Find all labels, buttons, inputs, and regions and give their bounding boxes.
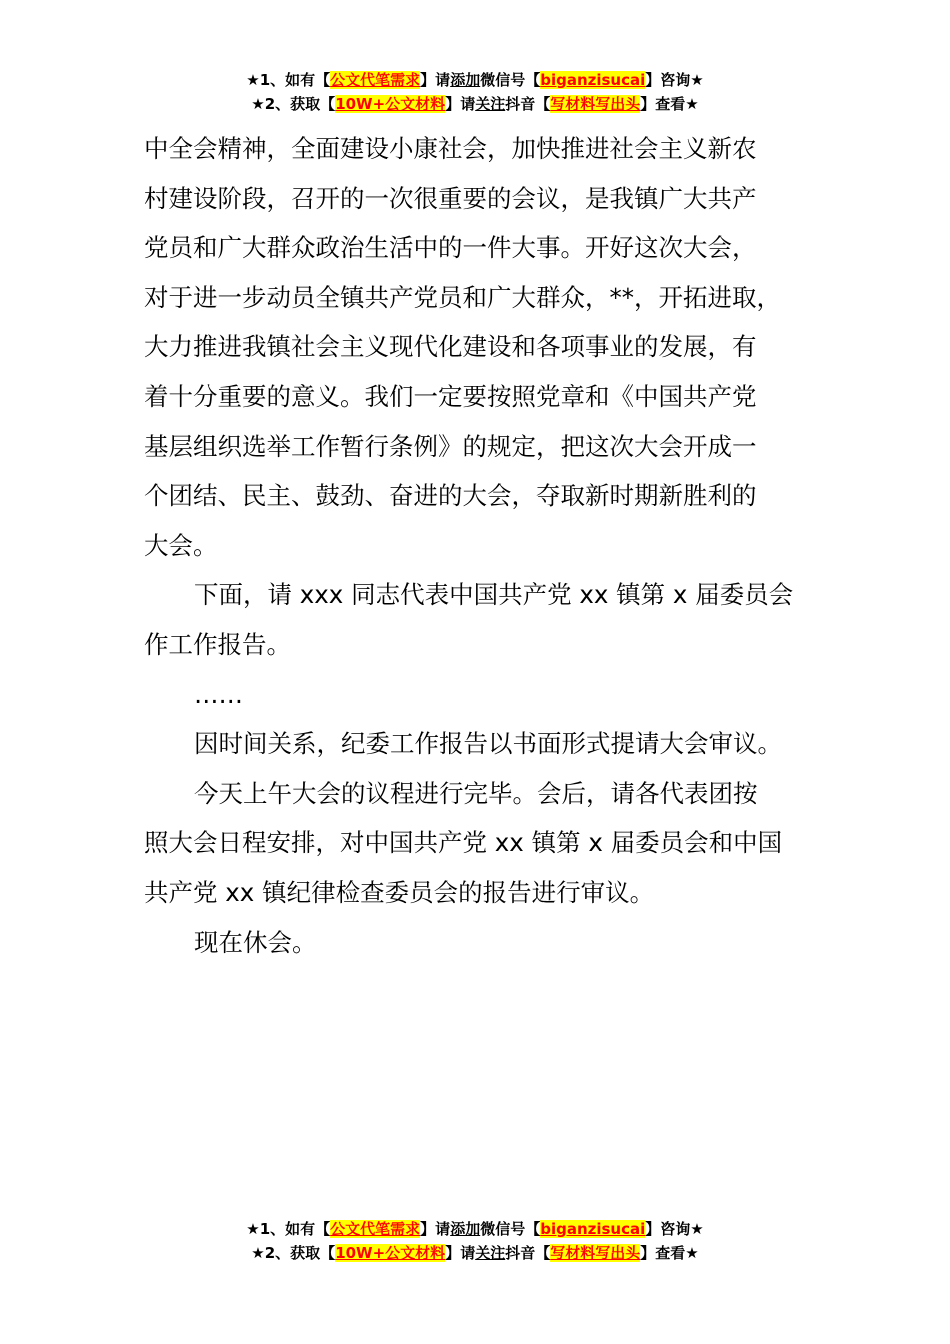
banner-text: 】请 <box>445 1244 476 1262</box>
header-banner <box>0 68 950 116</box>
banner-text: ★1、如有【 <box>246 1220 331 1238</box>
footer-banner <box>0 1217 950 1265</box>
banner-text: 微信号【 <box>480 71 541 89</box>
body-line: 党员和广大群众政治生活中的一件大事。开好这次大会， <box>144 233 757 263</box>
banner-text: ★2、获取【 <box>251 95 336 113</box>
body-line: 共产党 xx 镇纪律检查委员会的报告进行审议。 <box>144 877 655 907</box>
document-body <box>144 124 834 967</box>
banner-line-2 <box>0 92 950 116</box>
body-line: 基层组织选举工作暂行条例》的规定，把这次大会开成一 <box>144 431 757 461</box>
banner-highlight: biganzisucai <box>540 1220 646 1238</box>
body-line: 着十分重要的意义。我们一定要按照党章和《中国共产党 <box>144 381 757 411</box>
banner-text: 微信号【 <box>480 1220 541 1238</box>
banner-highlight: 写材料写出头 <box>550 1244 641 1262</box>
body-line: 照大会日程安排，对中国共产党 xx 镇第 x 届委员会和中国 <box>144 828 783 858</box>
banner-highlight: 公文代笔需求 <box>330 71 421 89</box>
banner-text: 】请 <box>420 71 451 89</box>
banner-text: 】查看★ <box>640 1244 699 1262</box>
banner-underline: 关注 <box>475 1244 506 1262</box>
body-line: 个团结、民主、鼓劲、奋进的大会，夺取新时期新胜利的 <box>144 481 757 511</box>
banner-underline: 关注 <box>475 95 506 113</box>
banner-line-1 <box>0 68 950 92</box>
body-line: 下面，请 xxx 同志代表中国共产党 xx 镇第 x 届委员会 <box>194 580 794 610</box>
banner-line-2 <box>0 1241 950 1265</box>
body-line: 对于进一步动员全镇共产党员和广大群众，**，开拓进取， <box>144 282 781 312</box>
banner-text: 】请 <box>420 1220 451 1238</box>
banner-text: 】查看★ <box>640 95 699 113</box>
body-line: 大力推进我镇社会主义现代化建设和各项事业的发展，有 <box>144 332 757 362</box>
banner-text: 】咨询★ <box>645 1220 704 1238</box>
body-line: 因时间关系，纪委工作报告以书面形式提请大会审议。 <box>194 729 782 759</box>
banner-text: 抖音【 <box>505 95 551 113</box>
banner-text: 】请 <box>445 95 476 113</box>
banner-text: 抖音【 <box>505 1244 551 1262</box>
banner-text: 】咨询★ <box>645 71 704 89</box>
banner-highlight: 写材料写出头 <box>550 95 641 113</box>
ellipsis-line: …… <box>194 679 243 709</box>
body-line: 中全会精神，全面建设小康社会，加快推进社会主义新农 <box>144 134 757 163</box>
banner-highlight: 公文代笔需求 <box>330 1220 421 1238</box>
banner-text: ★2、获取【 <box>251 1244 336 1262</box>
banner-highlight: 10W+公文材料 <box>335 1244 446 1262</box>
body-line: 大会。 <box>144 530 218 560</box>
body-line: 作工作报告。 <box>144 629 291 659</box>
body-line: 今天上午大会的议程进行完毕。会后，请各代表团按 <box>194 778 758 808</box>
body-line: 村建设阶段，召开的一次很重要的会议，是我镇广大共产 <box>144 183 757 213</box>
banner-highlight: 10W+公文材料 <box>335 95 446 113</box>
banner-underline: 添加 <box>450 1220 481 1238</box>
banner-highlight: biganzisucai <box>540 71 646 89</box>
banner-underline: 添加 <box>450 71 481 89</box>
banner-text: ★1、如有【 <box>246 71 331 89</box>
banner-line-1 <box>0 1217 950 1241</box>
body-line: 现在休会。 <box>194 927 317 957</box>
